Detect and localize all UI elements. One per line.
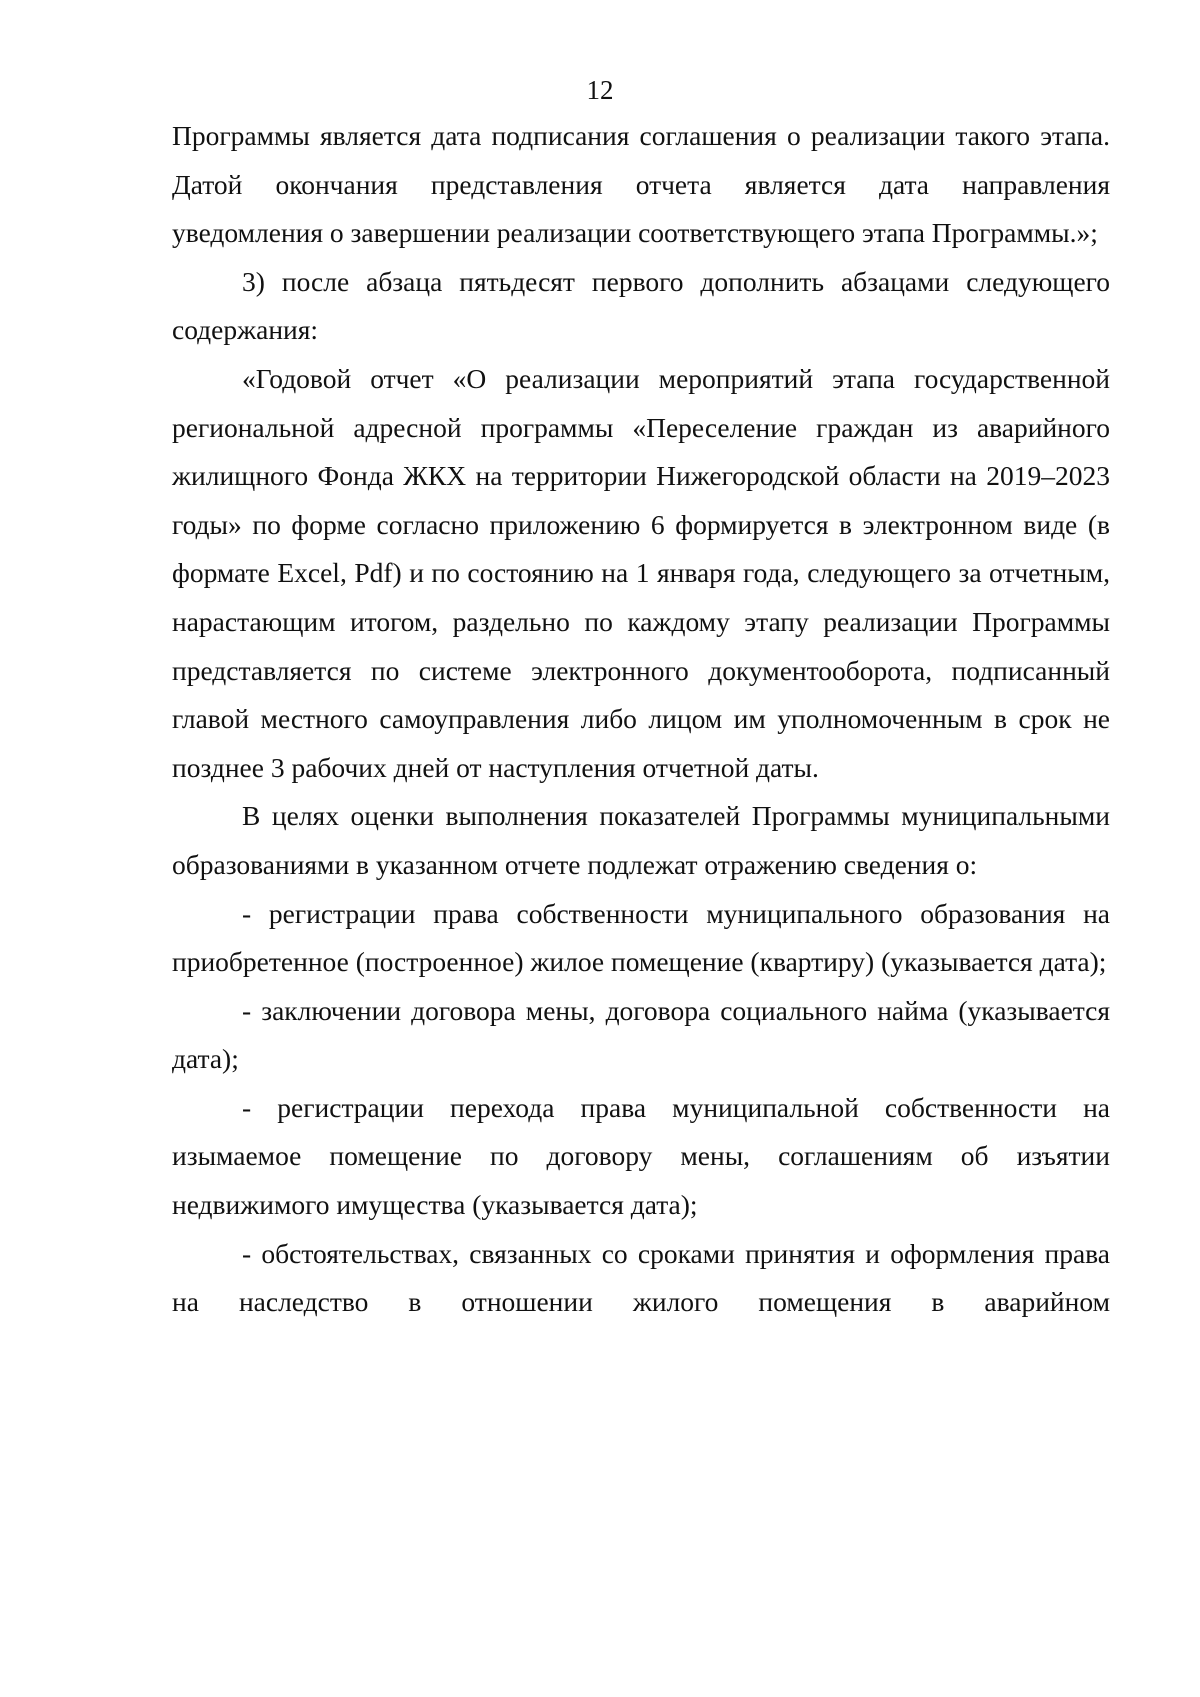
list-item-ownership-registration: - регистрации права собственности муниципального образования на приобретенное (построенное) жилое помещение (квартиру) (указывается дата); xyxy=(172,897,1110,978)
paragraph-amendment-3: 3) после абзаца пятьдесят первого дополнить абзацами следующего содержания: xyxy=(172,265,1110,346)
paragraph-continuation: Программы является дата подписания соглашения о реализации такого этапа. Датой окончания представления отчета является дата направления уведомления о завершении реализации соответствующего этапа Программы.»; xyxy=(172,120,1110,249)
page-number: 12 xyxy=(586,75,614,105)
document-body xyxy=(172,112,1110,1327)
list-item-inheritance-circumstances: - обстоятельствах, связанных со сроками принятия и оформления права на наследство в отношении жилого помещения в аварийном xyxy=(172,1237,1110,1318)
paragraph-annual-report: «Годовой отчет «О реализации мероприятий этапа государственной региональной адресной программы «Переселение граждан из аварийного жилищного Фонда ЖКХ на территории Нижегородской области на 2019–2023 годы» по форме согласно приложению 6 формируется в электронном виде (в формате Excel, Pdf) и по состоянию на 1 января года, следующего за отчетным, нарастающим итогом, раздельно по каждому этапу реализации Программы представляется по системе электронного документооборота, подписанный главой местного самоуправления либо лицом им уполномоченным в срок не позднее 3 рабочих дней от наступления отчетной даты. xyxy=(172,362,1110,783)
list-item-contract-conclusion: - заключении договора мены, договора социального найма (указывается дата); xyxy=(172,994,1110,1075)
paragraph-assessment-purposes: В целях оценки выполнения показателей Программы муниципальными образованиями в указанном отчете подлежат отражению сведения о: xyxy=(172,800,1110,880)
list-item-transfer-registration: - регистрации перехода права муниципальной собственности на изымаемое помещение по договору мены, соглашениям об изъятии недвижимого имущества (указывается дата); xyxy=(172,1091,1110,1221)
